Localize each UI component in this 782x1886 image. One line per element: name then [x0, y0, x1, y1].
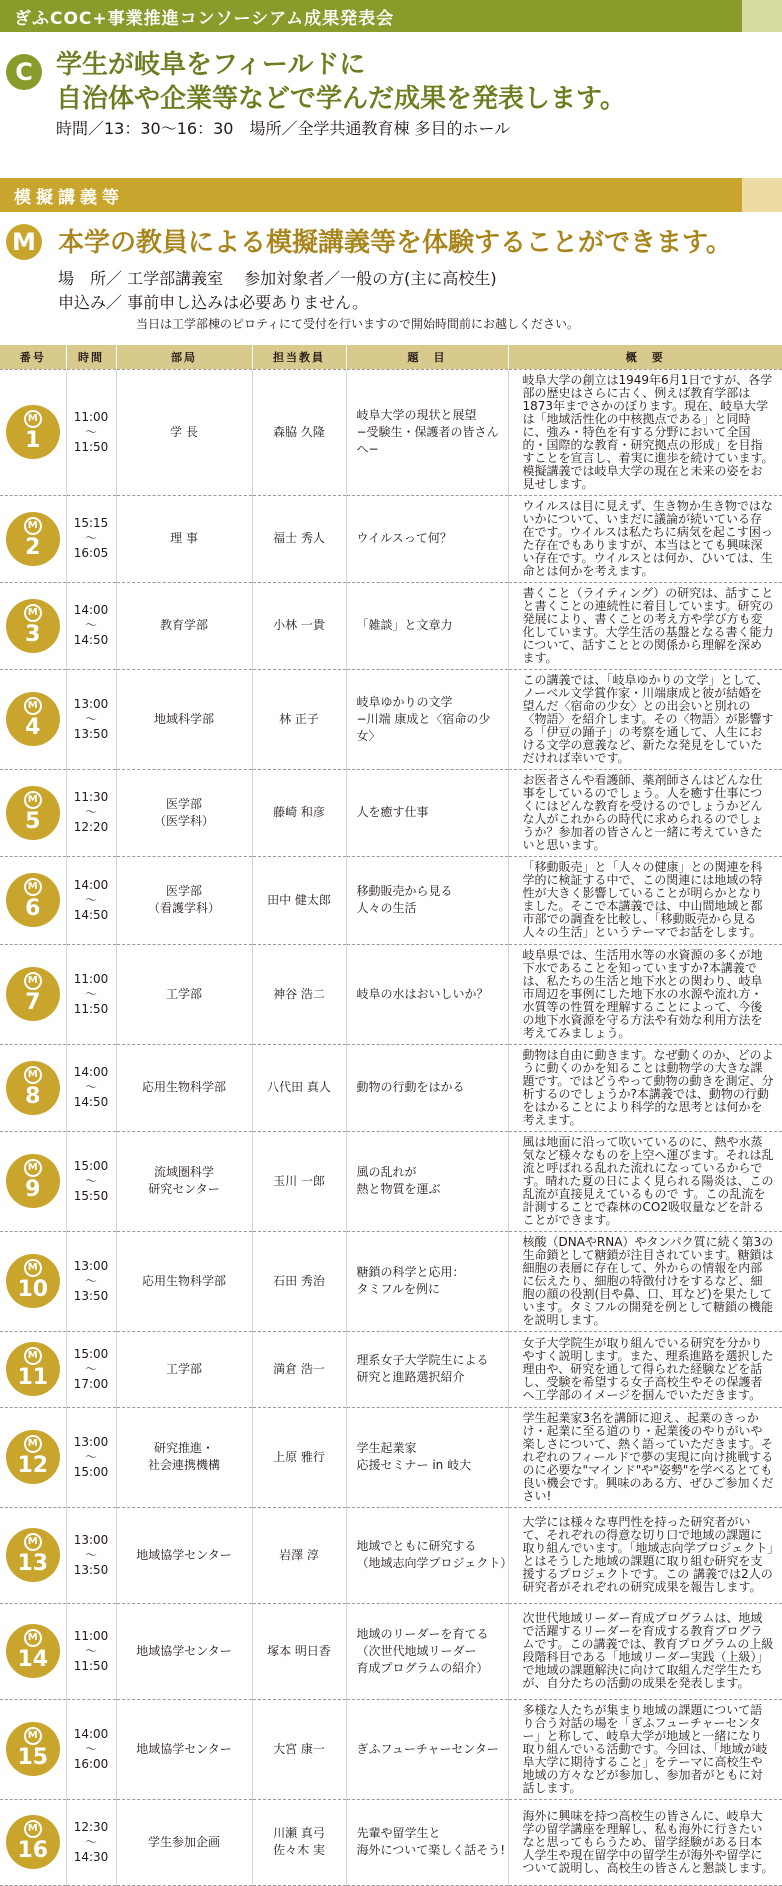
table-row	[0, 1331, 782, 1407]
row-time-cell	[66, 1131, 116, 1231]
start-time: 15:00	[73, 1346, 109, 1361]
end-time: 11:50	[73, 1001, 109, 1016]
table-row	[0, 1044, 782, 1131]
row-teacher-cell	[252, 1603, 346, 1699]
lecture-number: 11	[17, 1365, 49, 1390]
table-row	[0, 669, 782, 769]
teacher-name: 小林 一貴	[273, 618, 325, 632]
lecture-number: 12	[17, 1453, 49, 1478]
table-row	[0, 769, 782, 856]
start-time: 13:00	[73, 1434, 109, 1449]
header-dept: 部局	[116, 345, 252, 369]
row-number-cell	[0, 1231, 66, 1331]
dept-name: 地域協学センター	[136, 1741, 232, 1756]
row-teacher-cell	[252, 1331, 346, 1407]
row-time-cell	[66, 1231, 116, 1331]
row-summary-cell	[508, 1231, 782, 1331]
end-time: 14:50	[73, 907, 109, 922]
row-dept-cell	[116, 1507, 252, 1603]
start-time: 15:15	[73, 516, 109, 530]
dept-name: 流域圏科学 研究センター	[148, 1165, 220, 1196]
badge-letter: M	[24, 1347, 42, 1365]
teacher-name: 福士 秀人	[273, 531, 325, 545]
lecture-number-badge	[6, 599, 60, 653]
lecture-table	[0, 345, 782, 1886]
start-time: 13:00	[73, 1532, 109, 1547]
lecture-title: ウイルスって何？	[356, 531, 452, 545]
lecture-number: 8	[25, 1083, 41, 1109]
table-row	[0, 1231, 782, 1331]
row-teacher-cell	[252, 669, 346, 769]
row-teacher-cell	[252, 1131, 346, 1231]
row-dept-cell	[116, 1331, 252, 1407]
row-teacher-cell	[252, 1044, 346, 1131]
lecture-number-badge	[6, 1061, 60, 1115]
row-summary-cell	[508, 944, 782, 1044]
lecture-title: 「雑談」と文章力	[356, 618, 453, 632]
coc-banner-end-block	[742, 0, 782, 32]
coc-headline-line1: 学生が岐阜をフィールドに	[56, 50, 366, 80]
badge-letter: M	[24, 1820, 42, 1838]
row-title-cell	[346, 1603, 508, 1699]
teacher-name: 藤崎 和彦	[273, 805, 325, 819]
row-time-cell	[66, 1407, 116, 1507]
time-separator: 〜	[84, 1361, 97, 1376]
row-teacher-cell	[252, 1507, 346, 1603]
row-dept-cell	[116, 769, 252, 856]
time-separator: 〜	[84, 892, 97, 907]
end-time: 15:50	[73, 1188, 109, 1203]
lecture-number-badge	[6, 1342, 60, 1396]
row-summary-cell	[508, 369, 782, 495]
lecture-number: 2	[25, 534, 41, 560]
lecture-number: 1	[25, 428, 41, 453]
lecture-summary: 次世代地域リーダー育成プログラムは、地域で活躍するリーダーを育成する教育プログラムです。この講義では、教育プログラムの上級段階科目である「地域リーダー実践（上級）」で地域の課題解決に向けて取組んだ学生たちが、自分たちの活動の成果を発表します。	[522, 1611, 774, 1690]
row-dept-cell	[116, 1603, 252, 1699]
lecture-summary: 女子大学院生が取り組んでいる研究を分かりやすく説明します。また、理系進路を選択した理由や、研究を通して得られた経験などを話し、受験を希望する女子高校生やその保護者へ工学部のイメージを掴んでいただきます。	[522, 1335, 774, 1402]
row-number-cell	[0, 944, 66, 1044]
row-time-cell	[66, 1603, 116, 1699]
table-row	[0, 1799, 782, 1885]
start-time: 14:00	[73, 1726, 109, 1741]
lecture-summary: 書くこと（ライティング）の研究は、話すことと書くことの連続性に着目しています。研究の発展により、書くことの考え方や学び方も変化しています。大学生活の基盤となる書く能力について、話すこととの関係から理解を深めます。	[522, 585, 774, 665]
header-number: 番号	[0, 345, 66, 369]
lecture-number-badge	[6, 1815, 60, 1869]
start-time: 12:30	[73, 1819, 109, 1834]
row-title-cell	[346, 769, 508, 856]
badge-letter: M	[24, 410, 42, 428]
time-separator: 〜	[84, 618, 97, 632]
start-time: 11:30	[73, 790, 109, 804]
mock-note: 当日は工学部棟のピロティにて受付を行いますので開始時間前にお越しください。	[136, 317, 580, 331]
lecture-number: 16	[17, 1838, 49, 1863]
dept-name: 理 事	[170, 531, 198, 545]
row-teacher-cell	[252, 944, 346, 1044]
header-teacher: 担当教員	[252, 345, 346, 369]
row-title-cell	[346, 669, 508, 769]
start-time: 15:00	[73, 1158, 109, 1173]
teacher-name: 川瀬 真弓 佐々木 実	[273, 1826, 325, 1857]
row-number-cell	[0, 1131, 66, 1231]
lecture-number-badge	[6, 1624, 60, 1678]
row-time-cell	[66, 369, 116, 495]
lecture-number-badge	[6, 1722, 60, 1776]
teacher-name: 大宮 康一	[273, 1741, 325, 1756]
row-number-cell	[0, 1799, 66, 1885]
lecture-title: 地域のリーダーを育てる （次世代地域リーダー 育成プログラムの紹介）	[356, 1626, 489, 1675]
row-dept-cell	[116, 1231, 252, 1331]
row-time-cell	[66, 944, 116, 1044]
lecture-summary: 大学には様々な専門性を持った研究者がいて、それぞれの得意な切り口で地域の課題に取り組んでいます。「地域志向学プロジェクト」とはそうした地域の課題に取り組む研究を支援するプロジェクトです。この 講義では2人の研究者がそれぞれの研究成果を報告します。	[522, 1515, 774, 1594]
row-number-cell	[0, 369, 66, 495]
row-number-cell	[0, 495, 66, 582]
badge-letter: M	[24, 1159, 42, 1177]
lecture-title: 理系女子大学院生による 研究と進路選択紹介	[356, 1353, 489, 1384]
coc-headline-line2: 自治体や企業等などで学んだ成果を発表します。	[56, 84, 626, 114]
lecture-number-badge	[6, 692, 60, 746]
row-dept-cell	[116, 1044, 252, 1131]
row-time-cell	[66, 1331, 116, 1407]
row-dept-cell	[116, 1407, 252, 1507]
mock-headline: 本学の教員による模擬講義等を体験することができます。	[58, 228, 732, 258]
row-title-cell	[346, 1231, 508, 1331]
row-summary-cell	[508, 669, 782, 769]
lecture-summary: 岐阜大学の創立は1949年6月1日ですが、各学部の歴史はさらに古く、例えば教育学部は1873年までさかのぼります。現在、岐阜大学は「地域活性化の中核拠点である」と同時に、強み・特色を有する分野において全国的・国際的な教育・研究拠点の形成」を目指すことを宣言し、着実に進歩を続けています。模擬講義では岐阜大学の現在と未来の姿をお見せします。	[522, 372, 774, 491]
row-title-cell	[346, 856, 508, 944]
end-time: 13:50	[73, 726, 109, 741]
lecture-summary: 「移動販売」と「人々の健康」との関連を科学的に検証する中で、この関連には地域の特性が大きく影響していることが明らかとなりました。そこで本講義では、中山間地域と都市部での調査を比較し、「移動販売から見る人々の生活」というテーマでお話をします。	[522, 860, 763, 939]
end-time: 16:05	[73, 546, 109, 560]
time-separator: 〜	[84, 1643, 97, 1658]
mock-banner	[0, 178, 782, 212]
mock-info-line1: 場 所／ 工学部講義室 参加対象者／一般の方(主に高校生)	[58, 269, 497, 288]
row-teacher-cell	[252, 856, 346, 944]
start-time: 14:00	[73, 877, 109, 892]
time-separator: 〜	[84, 424, 97, 439]
end-time: 15:00	[73, 1464, 109, 1479]
teacher-name: 八代田 真人	[267, 1080, 331, 1094]
row-summary-cell	[508, 1603, 782, 1699]
row-number-cell	[0, 1699, 66, 1799]
row-summary-cell	[508, 1131, 782, 1231]
time-separator: 〜	[84, 1547, 97, 1562]
row-title-cell	[346, 1699, 508, 1799]
dept-name: 地域協学センター	[136, 1643, 232, 1658]
teacher-name: 上原 雅行	[273, 1449, 325, 1464]
header-time: 時間	[66, 345, 116, 369]
table-row	[0, 856, 782, 944]
end-time: 13:50	[73, 1562, 109, 1577]
row-summary-cell	[508, 582, 782, 669]
lecture-number-badge	[6, 1430, 60, 1484]
dept-name: 医学部 （看護学科）	[147, 884, 220, 915]
row-dept-cell	[116, 495, 252, 582]
row-title-cell	[346, 369, 508, 495]
lecture-title: 糖鎖の科学と応用： タミフルを例に	[356, 1265, 465, 1296]
dept-name: 学生参加企画	[147, 1834, 220, 1849]
row-summary-cell	[508, 769, 782, 856]
badge-letter: M	[24, 604, 42, 622]
lecture-summary: 学生起業家3名を講師に迎え、起業のきっかけ・起業に至る道のり・起業後のやりがいや楽しさについて、熱く語っていただきます。それぞれのフィールドで夢の実現に向け挑戦するのに必要な"マインド"や"姿勢"を学べるとても良い機会です。興味のある方、ぜひご参加ください!	[522, 1410, 774, 1503]
end-time: 14:50	[73, 1095, 109, 1109]
badge-letter: M	[24, 1629, 42, 1647]
lecture-number-badge	[6, 873, 60, 927]
dept-name: 工学部	[165, 1361, 202, 1376]
dept-name: 医学部 （医学科）	[153, 796, 214, 828]
dept-name: 工学部	[165, 986, 202, 1001]
row-title-cell	[346, 1131, 508, 1231]
dept-name: 地域科学部	[153, 711, 214, 726]
teacher-name: 石田 秀治	[273, 1273, 325, 1288]
end-time: 11:50	[73, 1658, 109, 1673]
lecture-number: 10	[17, 1277, 49, 1302]
row-summary-cell	[508, 1507, 782, 1603]
lecture-number-badge	[6, 786, 60, 840]
time-separator: 〜	[84, 1080, 97, 1094]
row-teacher-cell	[252, 1407, 346, 1507]
row-teacher-cell	[252, 1799, 346, 1885]
lecture-number: 7	[25, 990, 41, 1015]
badge-letter: M	[24, 1066, 42, 1084]
row-title-cell	[346, 1044, 508, 1131]
start-time: 11:00	[73, 1628, 109, 1643]
lecture-summary: お医者さんや看護師、薬剤師さんはどんな仕事をしているのでしょう。人を癒す仕事につくにはどんな教育を受けるのでしょうかどんな人がこれからの時代に求められるのでしょうか？参加者の皆さんと一緒に考えていきたいと思います。	[522, 772, 763, 852]
lecture-number: 14	[17, 1647, 49, 1672]
row-number-cell	[0, 669, 66, 769]
start-time: 11:00	[73, 971, 109, 986]
dept-name: 教育学部	[159, 618, 208, 632]
lecture-number: 5	[25, 808, 41, 834]
lecture-summary: 風は地面に沿って吹いているのに、熱や水蒸気など様々なものを上空へ運びます。それは乱流と呼ばれる乱れた流れになっているからです。晴れた夏の日によく見られる陽炎は、この乱流が直接見えているもので す。この乱流を計測することで森林のCO2吸収量などを計ることができます。	[522, 1134, 774, 1227]
row-dept-cell	[116, 369, 252, 495]
badge-letter: M	[24, 878, 42, 896]
row-summary-cell	[508, 1044, 782, 1131]
mock-banner-title: 模擬講義等	[14, 188, 124, 208]
end-time: 13:50	[73, 1288, 109, 1303]
header-summary: 概 要	[508, 345, 782, 369]
row-teacher-cell	[252, 582, 346, 669]
row-time-cell	[66, 669, 116, 769]
teacher-name: 森脇 久隆	[273, 424, 325, 439]
time-separator: 〜	[84, 986, 97, 1001]
row-number-cell	[0, 856, 66, 944]
lecture-number: 15	[17, 1745, 49, 1770]
lecture-number: 4	[25, 715, 41, 740]
start-time: 13:00	[73, 696, 109, 711]
table-row	[0, 369, 782, 495]
lecture-summary: 動物は自由に動きます。なぜ動くのか、どのように動くのかを知ることは動物学の大きな課題です。ではどうやって動物の動きを測定、分析するのでしょうか?本講義では、動物の行動をはかることにより科学的な思考とは何かを考えます。	[522, 1047, 774, 1127]
lecture-summary: ウイルスは目に見えず、生き物か生き物ではないかについて、いまだに議論が続いている存在です。ウイルスは私たちに病気を起こす困った存在でもありますが、本当はとても興味深い存在です。ウイルスとは何か、ひいては、生命とは何かを考えます。	[522, 498, 773, 578]
lecture-title: 移動販売から見る 人々の生活	[356, 884, 453, 915]
mock-banner-end-block	[742, 178, 782, 212]
dept-name: 研究推進・ 社会連携機構	[147, 1441, 220, 1472]
row-dept-cell	[116, 582, 252, 669]
row-number-cell	[0, 1407, 66, 1507]
row-summary-cell	[508, 1799, 782, 1885]
lecture-number: 9	[25, 1177, 41, 1202]
row-summary-cell	[508, 1407, 782, 1507]
row-number-cell	[0, 582, 66, 669]
lecture-number: 3	[25, 621, 41, 647]
badge-letter: M	[24, 791, 42, 809]
row-teacher-cell	[252, 769, 346, 856]
coc-badge: C	[6, 54, 42, 90]
row-summary-cell	[508, 495, 782, 582]
table-row	[0, 1407, 782, 1507]
dept-name: 応用生物科学部	[141, 1080, 226, 1094]
table-row	[0, 944, 782, 1044]
lecture-summary: 海外に興味を持つ高校生の皆さんに、岐阜大学の留学講座を理解し、私も海外に行きたいなと思ってもらうため、留学経験がある日本人学生や現在留学中の留学生が海外や留学について説明し、高校生の皆さんと懇談します。	[522, 1808, 774, 1875]
lecture-title: 岐阜ゆかりの文学 −川端 康成と〈宿命の少女〉	[356, 694, 491, 743]
row-time-cell	[66, 495, 116, 582]
badge-letter: M	[24, 697, 42, 715]
start-time: 13:00	[73, 1258, 109, 1273]
end-time: 14:30	[73, 1849, 109, 1864]
lecture-table-body	[0, 369, 782, 1885]
end-time: 16:00	[73, 1756, 109, 1771]
row-time-cell	[66, 1699, 116, 1799]
badge-letter: M	[24, 1435, 42, 1453]
start-time: 14:00	[73, 1065, 109, 1079]
lecture-number-badge	[6, 405, 60, 459]
teacher-name: 岩澤 淳	[279, 1547, 319, 1562]
row-dept-cell	[116, 856, 252, 944]
coc-info: 時間／13：30〜16：30 場所／全学共通教育棟 多目的ホール	[56, 119, 511, 138]
time-separator: 〜	[84, 531, 97, 545]
badge-letter: M	[24, 1533, 42, 1551]
lecture-title: 先輩や留学生と 海外について楽しく話そう!	[356, 1826, 506, 1857]
row-title-cell	[346, 1799, 508, 1885]
row-teacher-cell	[252, 369, 346, 495]
end-time: 14:50	[73, 633, 109, 647]
teacher-name: 玉川 一郎	[273, 1173, 325, 1188]
teacher-name: 田中 健太郎	[267, 892, 331, 907]
teacher-name: 満倉 浩一	[273, 1361, 325, 1376]
time-separator: 〜	[84, 1173, 97, 1188]
lecture-title: 人を癒す仕事	[356, 805, 429, 819]
teacher-name: 塚本 明日香	[267, 1643, 331, 1658]
lecture-number-badge	[6, 512, 60, 566]
time-separator: 〜	[84, 1273, 97, 1288]
lecture-number-badge	[6, 1254, 60, 1308]
lecture-title: ぎふフューチャーセンター	[356, 1741, 499, 1756]
header-title: 題 目	[346, 345, 508, 369]
lecture-title: 地域でともに研究する （地域志向学プロジェクト）	[356, 1539, 513, 1570]
row-dept-cell	[116, 1699, 252, 1799]
time-separator: 〜	[84, 1834, 97, 1849]
lecture-title: 風の乱れが 熱と物質を運ぶ	[356, 1165, 441, 1196]
row-number-cell	[0, 1331, 66, 1407]
table-row	[0, 1603, 782, 1699]
row-title-cell	[346, 1331, 508, 1407]
lecture-summary: 多様な人たちが集まり地域の課題について語り合う対話の場を「ぎふフューチャーセンター」と称して、岐阜大学が地域と一緒になり取り組んでいる活動です。今回は、「地域が岐阜大学に期待すること」をテーマに高校生や地域の方々などが参加し、参加者がともに対話します。	[522, 1702, 768, 1795]
lecture-number: 6	[25, 896, 41, 921]
table-row	[0, 1507, 782, 1603]
row-dept-cell	[116, 669, 252, 769]
teacher-name: 神谷 浩二	[273, 986, 325, 1001]
row-teacher-cell	[252, 1231, 346, 1331]
table-header-row	[0, 345, 782, 369]
row-dept-cell	[116, 1799, 252, 1885]
row-time-cell	[66, 1507, 116, 1603]
dept-name: 学 長	[170, 424, 198, 439]
row-time-cell	[66, 856, 116, 944]
coc-banner	[0, 0, 782, 32]
lecture-number-badge	[6, 1528, 60, 1582]
time-separator: 〜	[84, 1449, 97, 1464]
row-title-cell	[346, 582, 508, 669]
start-time: 14:00	[73, 603, 109, 617]
row-title-cell	[346, 1407, 508, 1507]
row-number-cell	[0, 1044, 66, 1131]
badge-letter: M	[24, 517, 42, 535]
row-title-cell	[346, 495, 508, 582]
row-title-cell	[346, 1507, 513, 1603]
lecture-summary: 岐阜県では、生活用水等の水資源の多くが地下水であることを知っていますか?本講義では、私たちの生活と地下水との関わり、岐阜市周辺を事例にした地下水の水源や流れ方・水質等の性質を理解することによって、今後の地下水資源を守る方法や有効な利用方法を考えてみましょう。	[522, 947, 763, 1040]
row-time-cell	[66, 769, 116, 856]
dept-name: 地域協学センター	[136, 1547, 232, 1562]
table-row	[0, 495, 782, 582]
end-time: 17:00	[73, 1376, 109, 1391]
row-time-cell	[66, 582, 116, 669]
row-time-cell	[66, 1044, 116, 1131]
row-summary-cell	[508, 1331, 782, 1407]
row-teacher-cell	[252, 495, 346, 582]
row-teacher-cell	[252, 1699, 346, 1799]
lecture-number-badge	[6, 1154, 60, 1208]
badge-letter: M	[24, 1727, 42, 1745]
lecture-title: 岐阜の水はおいしいか？	[356, 986, 489, 1001]
lecture-summary: 核酸（DNAやRNA）やタンパク質に続く第3の生命鎖として糖鎖が注目されています。糖鎖は細胞の表層に存在して、外からの情報を内部に伝えたり、細胞の特徴付けをするなど、細胞の顔の役割(目や鼻、口、耳など)を果たしています。タミフルの開発を例として糖鎖の機能を説明します。	[522, 1234, 774, 1327]
badge-letter: M	[24, 1259, 42, 1277]
row-number-cell	[0, 1507, 66, 1603]
row-number-cell	[0, 769, 66, 856]
badge-letter: M	[24, 972, 42, 990]
row-dept-cell	[116, 944, 252, 1044]
row-number-cell	[0, 1603, 66, 1699]
lecture-summary: この講義では、「岐阜ゆかりの文学」として、ノーベル文学賞作家・川端康成と彼が結婚を望んだ〈宿命の少女〉との出会いと別れの〈物語〉を紹介します。その〈物語〉が影響する「伊豆の踊子」の考察を通して、人生における文学の意義など、新たな発見をしていただければ幸いです。	[522, 672, 774, 765]
row-summary-cell	[508, 856, 782, 944]
lecture-number-badge	[6, 967, 60, 1021]
start-time: 11:00	[73, 409, 109, 424]
table-row	[0, 1131, 782, 1231]
time-separator: 〜	[84, 711, 97, 726]
mock-badge: M	[6, 224, 42, 260]
time-separator: 〜	[84, 805, 97, 819]
teacher-name: 林 正子	[279, 711, 319, 726]
coc-banner-title: ぎふCOC+事業推進コンソーシアム成果発表会	[14, 9, 395, 29]
dept-name: 応用生物科学部	[141, 1273, 226, 1288]
mock-info-line2: 申込み／ 事前申し込みは必要ありません。	[58, 293, 369, 312]
lecture-title: 動物の行動をはかる	[356, 1080, 465, 1094]
lecture-number: 13	[17, 1551, 49, 1576]
row-title-cell	[346, 944, 508, 1044]
table-row	[0, 582, 782, 669]
lecture-title: 学生起業家 応援セミナー in 岐大	[356, 1441, 472, 1472]
row-summary-cell	[508, 1699, 782, 1799]
table-row	[0, 1699, 782, 1799]
end-time: 12:20	[73, 820, 109, 834]
lecture-title: 岐阜大学の現状と展望 −受験生・保護者の皆さんへ−	[356, 407, 499, 456]
end-time: 11:50	[73, 439, 109, 454]
row-time-cell	[66, 1799, 116, 1885]
time-separator: 〜	[84, 1741, 97, 1756]
row-dept-cell	[116, 1131, 252, 1231]
